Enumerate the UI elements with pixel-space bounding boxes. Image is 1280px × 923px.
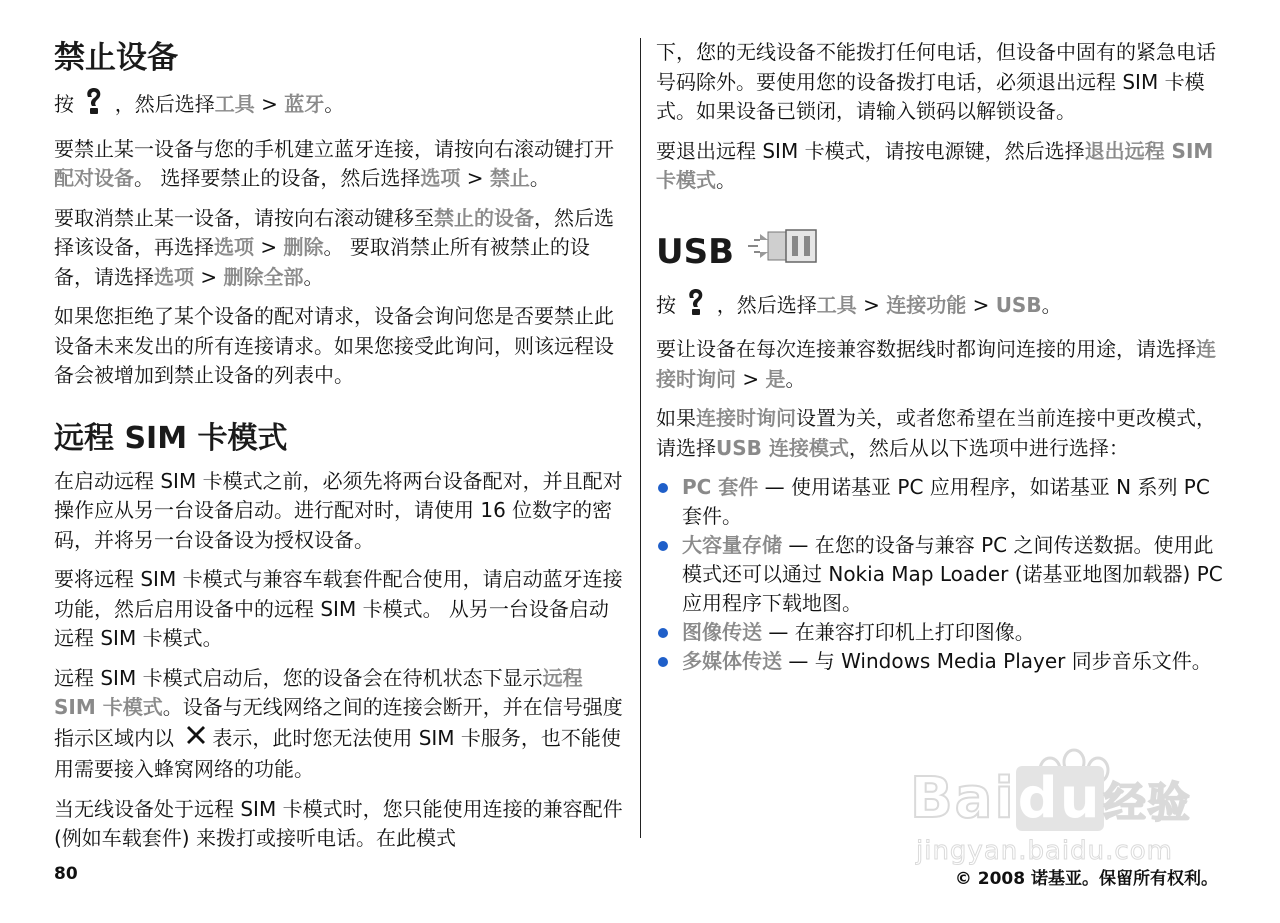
paragraph-remote-sim-calls: 当无线设备处于远程 SIM 卡模式时，您只能使用连接的兼容配件 (例如车载套件) 来拨打或接听电话。在此模式 (54, 796, 623, 850)
watermark-brand: Bai (910, 766, 1016, 831)
link-delete-all: 删除全部 (223, 264, 304, 289)
section-title-block-devices: 禁止设备 (54, 40, 178, 76)
menu-key-icon (686, 287, 706, 326)
usb-connector-icon (744, 226, 824, 279)
link-bluetooth: 蓝牙 (284, 91, 325, 116)
paragraph-menu-path-bluetooth: 按 ，然后选择工具 > 蓝牙。 (54, 86, 624, 125)
bullet-icon (658, 657, 668, 667)
section-title-remote-sim: 远程 SIM 卡模式 (54, 420, 288, 456)
link-usb-connection-mode: USB 连接模式 (716, 435, 849, 460)
paragraph-remote-sim-car-kit: 要将远程 SIM 卡模式与兼容车载套件配合使用，请启动蓝牙连接功能，然后启用设备中的远程 SIM 卡模式。 从另一台设备启动远程 SIM 卡模式。 (54, 567, 623, 650)
bullet-icon (658, 628, 668, 638)
link-ask-on-connection-2: 连接时询问 (696, 406, 796, 430)
link-connectivity: 连接功能 (886, 292, 967, 317)
link-options: 选项 (420, 166, 461, 190)
section-title-usb: USB (656, 226, 1228, 279)
paragraph-usb-mode: 如果连接时询问设置为关，或者您希望在当前连接中更改模式，请选择USB 连接模式，然后从以下选项中进行选择： (656, 406, 1216, 460)
no-signal-x-icon (184, 723, 208, 756)
link-exit-remote-sim: 退出远程 SIM 卡模式 (656, 138, 1214, 192)
list-item: 图像传送 — 在兼容打印机上打印图像。 (656, 618, 1228, 647)
link-remote-sim-mode: 远程 SIM 卡模式 (54, 665, 583, 719)
paragraph-unblock-device: 要取消禁止某一设备，请按向右滚动键移至禁止的设备，然后选择该设备，再选择选项 > 删除。 要取消禁止所有被禁止的设备，请选择选项 > 删除全部。 (54, 205, 614, 289)
link-ask-on-connection: 连接时询问 (656, 337, 1216, 391)
paragraph-remote-sim-continued: 下，您的无线设备不能拨打任何电话，但设备中固有的紧急电话号码除外。要使用您的设备拨打电话，必须退出远程 SIM 卡模式。如果设备已锁闭，请输入锁码以解锁设备。 (656, 40, 1216, 123)
usb-mode-list (656, 473, 1228, 676)
paragraph-block-device: 要禁止某一设备与您的手机建立蓝牙连接，请按向右滚动键打开配对设备。 选择要禁止的设备，然后选择选项 > 禁止。 (54, 136, 614, 190)
list-item: 大容量存储 — 在您的设备与兼容 PC 之间传送数据。使用此模式还可以通过 Nokia Map Loader (诺基亚地图加载器) PC 应用程序下载地图。 (656, 531, 1228, 618)
link-options-2: 选项 (214, 235, 254, 259)
baidu-jingyan-watermark (902, 740, 1222, 870)
column-divider (640, 38, 641, 838)
bullet-icon (658, 483, 668, 493)
bullet-icon (658, 541, 668, 551)
watermark-brand-cn: 经验 (1103, 778, 1192, 827)
link-usb: USB (995, 292, 1042, 317)
paragraph-ask-on-connection: 要让设备在每次连接兼容数据线时都询问连接的用途，请选择连接时询问 > 是。 (656, 337, 1216, 391)
link-paired-devices: 配对设备 (54, 166, 134, 190)
watermark-url: jingyan.baidu.com (916, 836, 1173, 866)
paragraph-remote-sim-active: 远程 SIM 卡模式启动后，您的设备会在待机状态下显示远程 SIM 卡模式。设备与无线网络之间的连接会断开，并在信号强度指示区域内以 表示，此时您无法使用 SIM 卡服务，也不能使用需要接入蜂窝网络的功能。 (54, 665, 623, 781)
page-number: 80 (54, 864, 78, 884)
link-tools: 工具 (214, 91, 255, 116)
list-item: 多媒体传送 — 与 Windows Media Player 同步音乐文件。 (656, 647, 1228, 676)
left-column (54, 38, 624, 864)
paragraph-reject-pairing: 如果您拒绝了某个设备的配对请求，设备会询问您是否要禁止此设备未来发出的所有连接请求。如果您接受此询问，则该远程设备会被增加到禁止设备的列表中。 (54, 304, 614, 387)
paragraph-menu-path-usb: 按 ，然后选择工具 > 连接功能 > USB。 (656, 287, 1228, 326)
list-item: PC 套件 — 使用诺基亚 PC 应用程序，如诺基亚 N 系列 PC 套件。 (656, 473, 1228, 531)
copyright-text: © 2008 诺基亚。保留所有权利。 (954, 869, 1218, 889)
menu-key-icon (84, 86, 104, 125)
watermark-brand-du: du (1017, 766, 1102, 831)
item-label: 多媒体传送 (682, 649, 782, 673)
link-tools-2: 工具 (816, 292, 857, 317)
paragraph-exit-remote-sim: 要退出远程 SIM 卡模式，请按电源键，然后选择退出远程 SIM 卡模式。 (656, 138, 1214, 192)
item-label: 大容量存储 (682, 533, 782, 557)
item-label: 图像传送 (682, 620, 762, 644)
right-column (656, 38, 1228, 676)
paragraph-remote-sim-pairing: 在启动远程 SIM 卡模式之前，必须先将两台设备配对，并且配对操作应从另一台设备启动。进行配对时，请使用 16 位数字的密码，并将另一台设备设为授权设备。 (54, 468, 623, 552)
link-yes: 是 (765, 366, 786, 391)
link-options-3: 选项 (154, 264, 194, 289)
link-blocked-devices: 禁止的设备 (434, 205, 534, 230)
item-label: PC 套件 (682, 475, 759, 499)
link-delete: 删除 (283, 235, 324, 259)
link-block: 禁止 (489, 166, 530, 190)
